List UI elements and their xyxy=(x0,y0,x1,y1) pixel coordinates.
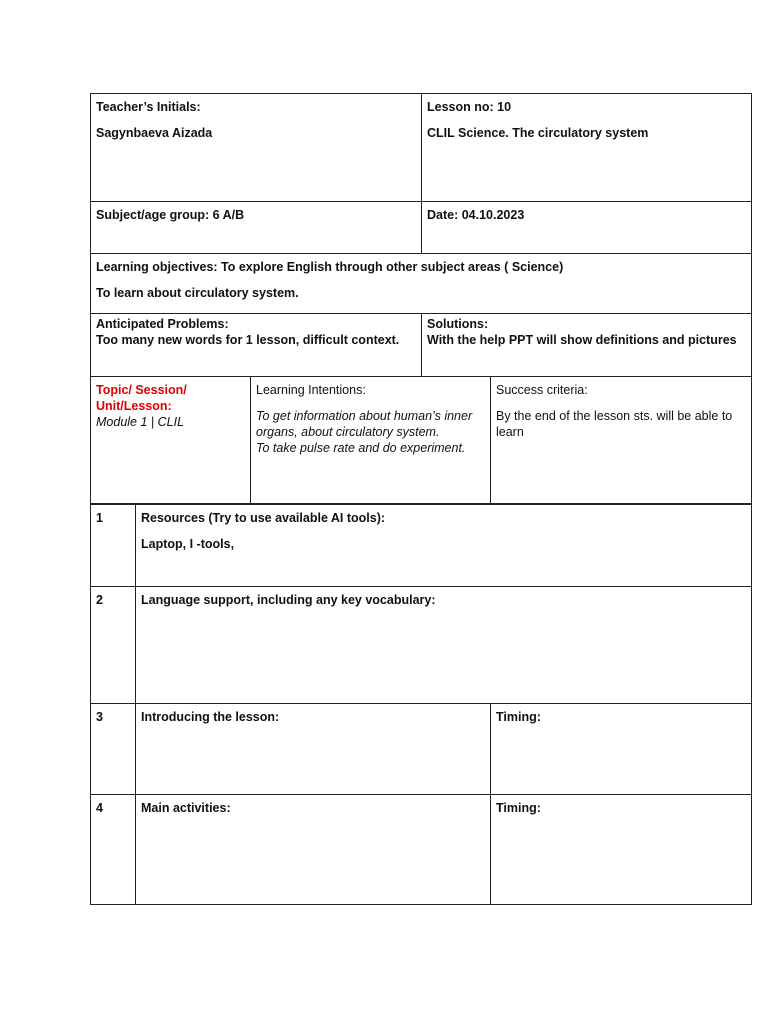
success-cell xyxy=(490,376,752,446)
topic-cell xyxy=(90,376,250,436)
problems-text: Too many new words for 1 lesson, difficult context. xyxy=(96,333,400,347)
row-4-timing xyxy=(490,794,752,822)
row-1-number-text: 1 xyxy=(96,511,103,525)
row-3-content xyxy=(135,703,490,731)
solutions-cell xyxy=(421,313,752,354)
introducing-label: Introducing the lesson: xyxy=(141,710,280,724)
row-1-number xyxy=(90,504,135,532)
main-activities-timing-label: Timing: xyxy=(496,801,541,815)
language-support-label: Language support, including any key vocabulary: xyxy=(141,593,436,607)
row-4-number xyxy=(90,794,135,822)
row-2-number xyxy=(90,586,135,614)
teacher-name: Sagynbaeva Aizada xyxy=(96,126,213,140)
success-text: By the end of the lesson sts. will be able to learn xyxy=(496,409,733,439)
row-2-content xyxy=(135,586,752,614)
subject-cell xyxy=(90,201,421,229)
introducing-timing-label: Timing: xyxy=(496,710,541,724)
lesson-title: CLIL Science. The circulatory system xyxy=(427,126,649,140)
row-3-timing xyxy=(490,703,752,731)
topic-label: Topic/ Session/ Unit/Lesson: xyxy=(96,383,187,413)
lesson-date: Date: 04.10.2023 xyxy=(427,208,525,222)
objectives-line-1: Learning objectives: To explore English through other subject areas ( Science) xyxy=(96,260,564,274)
row-3-number xyxy=(90,703,135,731)
solutions-text: With the help PPT will show definitions and pictures xyxy=(427,333,737,347)
resources-text: Laptop, I -tools, xyxy=(141,537,235,551)
intentions-text-1: To get information about human’s inner organs, about circulatory system. xyxy=(256,409,473,439)
problems-cell xyxy=(90,313,421,354)
subject-age-group: Subject/age group: 6 A/B xyxy=(96,208,245,222)
row-1-content xyxy=(135,504,752,558)
date-cell xyxy=(421,201,752,229)
objectives-cell xyxy=(90,253,752,307)
intentions-label: Learning Intentions: xyxy=(256,383,366,397)
resources-label: Resources (Try to use available AI tools): xyxy=(141,511,386,525)
teacher-cell xyxy=(90,93,421,147)
topic-value: Module 1 | CLIL xyxy=(96,415,185,429)
objectives-line-2: To learn about circulatory system. xyxy=(96,286,299,300)
solutions-label: Solutions: xyxy=(427,317,489,331)
intentions-cell xyxy=(250,376,490,462)
row-3-number-text: 3 xyxy=(96,710,103,724)
row-2-number-text: 2 xyxy=(96,593,103,607)
teacher-initials-label: Teacher’s Initials: xyxy=(96,100,201,114)
lesson-cell xyxy=(421,93,752,147)
intentions-text-2: To take pulse rate and do experiment. xyxy=(256,441,466,455)
row-4-number-text: 4 xyxy=(96,801,103,815)
problems-label: Anticipated Problems: xyxy=(96,317,229,331)
main-activities-label: Main activities: xyxy=(141,801,231,815)
success-label: Success criteria: xyxy=(496,383,588,397)
lesson-number: Lesson no: 10 xyxy=(427,100,512,114)
row-4-content xyxy=(135,794,490,822)
